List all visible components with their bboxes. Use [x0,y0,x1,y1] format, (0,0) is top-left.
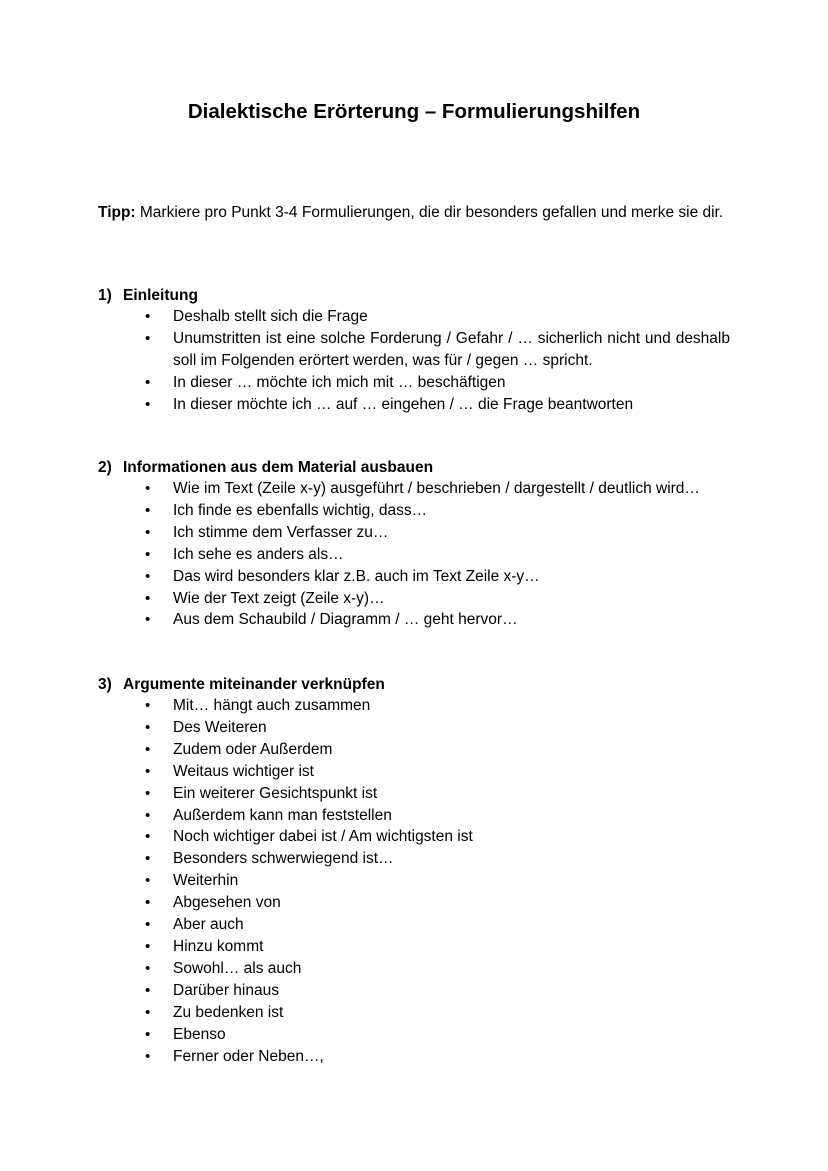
section-informationen [98,457,738,631]
bullet-icon: • [145,872,151,890]
section-number: 2) [98,459,112,476]
bullet-icon: • [145,762,151,780]
bullet-icon: • [145,828,151,846]
list-item-text: Zudem oder Außerdem [173,740,333,758]
bullet-icon: • [145,523,151,541]
bullet-icon: • [145,567,151,585]
list-item [98,717,730,739]
list-item-text: Abgesehen von [173,894,281,912]
list-item [98,914,730,936]
list-item-text: Das wird besonders klar z.B. auch im Text Zeile x-y… [173,567,540,585]
list-item-text: In dieser … möchte ich mich mit … beschäftigen [173,373,506,391]
section-number: 3) [98,676,112,693]
document-title: Dialektische Erörterung – Formulierungshilfen [187,100,641,123]
list-item [98,870,730,892]
list-item-text: Weitaus wichtiger ist [173,762,314,780]
list-item [98,522,730,544]
list-item-text: Noch wichtiger dabei ist / Am wichtigsten ist [173,828,473,846]
list-item [98,695,730,717]
list-item-text: Außerdem kann man feststellen [173,806,392,824]
list-item-text: Weiterhin [173,872,239,890]
bullet-icon: • [145,981,151,999]
list-item-text: Aus dem Schaubild / Diagramm / … geht hervor… [173,611,518,629]
list-item [98,958,730,980]
list-item [98,783,730,805]
bullet-icon: • [145,308,151,325]
bullet-icon: • [145,850,151,868]
list-item [98,1046,730,1068]
list-item [98,372,730,394]
list-item-text: Deshalb stellt sich die Frage [173,308,368,325]
list-item-text: Sowohl… als auch [173,959,302,977]
list-item [98,1002,730,1024]
list-item-text: Ich finde es ebenfalls wichtig, dass… [173,501,428,519]
list-item [98,544,730,566]
list-item [98,980,730,1002]
list-item-text: Darüber hinaus [173,981,279,999]
list-item-text: Wie im Text (Zeile x-y) ausgeführt / beschrieben / dargestellt / deutlich wird… [173,480,700,497]
bullet-icon: • [145,373,151,391]
bullet-list [98,478,738,631]
list-item-text: Ich sehe es anders als… [173,545,344,563]
list-item [98,761,730,783]
list-item [98,1024,730,1046]
bullet-icon: • [145,1003,151,1021]
list-item [98,826,730,848]
bullet-icon: • [145,937,151,955]
list-item [98,500,730,522]
list-item [98,566,730,588]
tip-paragraph [98,202,730,223]
tip-text: Markiere pro Punkt 3-4 Formulierungen, die dir besonders gefallen und merke sie dir. [135,204,724,221]
bullet-icon: • [145,589,151,607]
list-item [98,609,730,631]
bullet-icon: • [145,959,151,977]
list-item-text: Unumstritten ist eine solche Forderung / Gefahr / … sicherlich nicht und deshalb soll im Folgenden erörtert werden, was für / gegen … spricht. [173,329,730,369]
list-item-text: In dieser möchte ich … auf … eingehen / … die Frage beantworten [173,395,634,413]
list-item-text: Des Weiteren [173,718,267,736]
section-heading [98,674,738,695]
tip-label: Tipp: [98,204,136,221]
list-item-text: Zu bedenken ist [173,1003,284,1021]
section-title: Argumente miteinander verknüpfen [123,676,385,693]
list-item-text: Aber auch [173,916,244,934]
bullet-icon: • [145,1025,151,1043]
section-title: Informationen aus dem Material ausbauen [123,459,434,476]
list-item-text: Ein weiterer Gesichtspunkt ist [173,784,378,802]
section-heading [98,457,738,478]
bullet-icon: • [145,740,151,758]
section-number: 1) [98,287,112,304]
list-item-text: Hinzu kommt [173,937,264,955]
bullet-icon: • [145,395,151,413]
bullet-icon: • [145,480,151,497]
list-item-text: Mit… hängt auch zusammen [173,697,371,714]
list-item [98,306,730,328]
bullet-icon: • [145,718,151,736]
section-title: Einleitung [123,287,198,304]
bullet-list [98,695,738,1067]
list-item [98,478,730,500]
list-item-text: Ich stimme dem Verfasser zu… [173,523,389,541]
section-heading [98,285,738,306]
bullet-icon: • [145,697,151,714]
list-item [98,588,730,610]
bullet-icon: • [145,916,151,934]
bullet-icon: • [145,545,151,563]
bullet-icon: • [145,611,151,629]
list-item [98,328,730,372]
bullet-icon: • [145,501,151,519]
bullet-icon: • [145,894,151,912]
list-item [98,739,730,761]
bullet-icon: • [145,784,151,802]
list-item [98,848,730,870]
bullet-icon: • [145,806,151,824]
list-item [98,936,730,958]
list-item-text: Ferner oder Neben…, [173,1047,324,1065]
list-item-text: Wie der Text zeigt (Zeile x-y)… [173,589,385,607]
section-einleitung [98,285,738,416]
list-item [98,805,730,827]
bullet-icon: • [145,1047,151,1065]
list-item-text: Besonders schwerwiegend ist… [173,850,394,868]
bullet-icon: • [145,329,151,347]
list-item [98,892,730,914]
bullet-list [98,306,738,416]
section-argumente [98,674,738,1067]
list-item [98,394,730,416]
list-item-text: Ebenso [173,1025,226,1043]
